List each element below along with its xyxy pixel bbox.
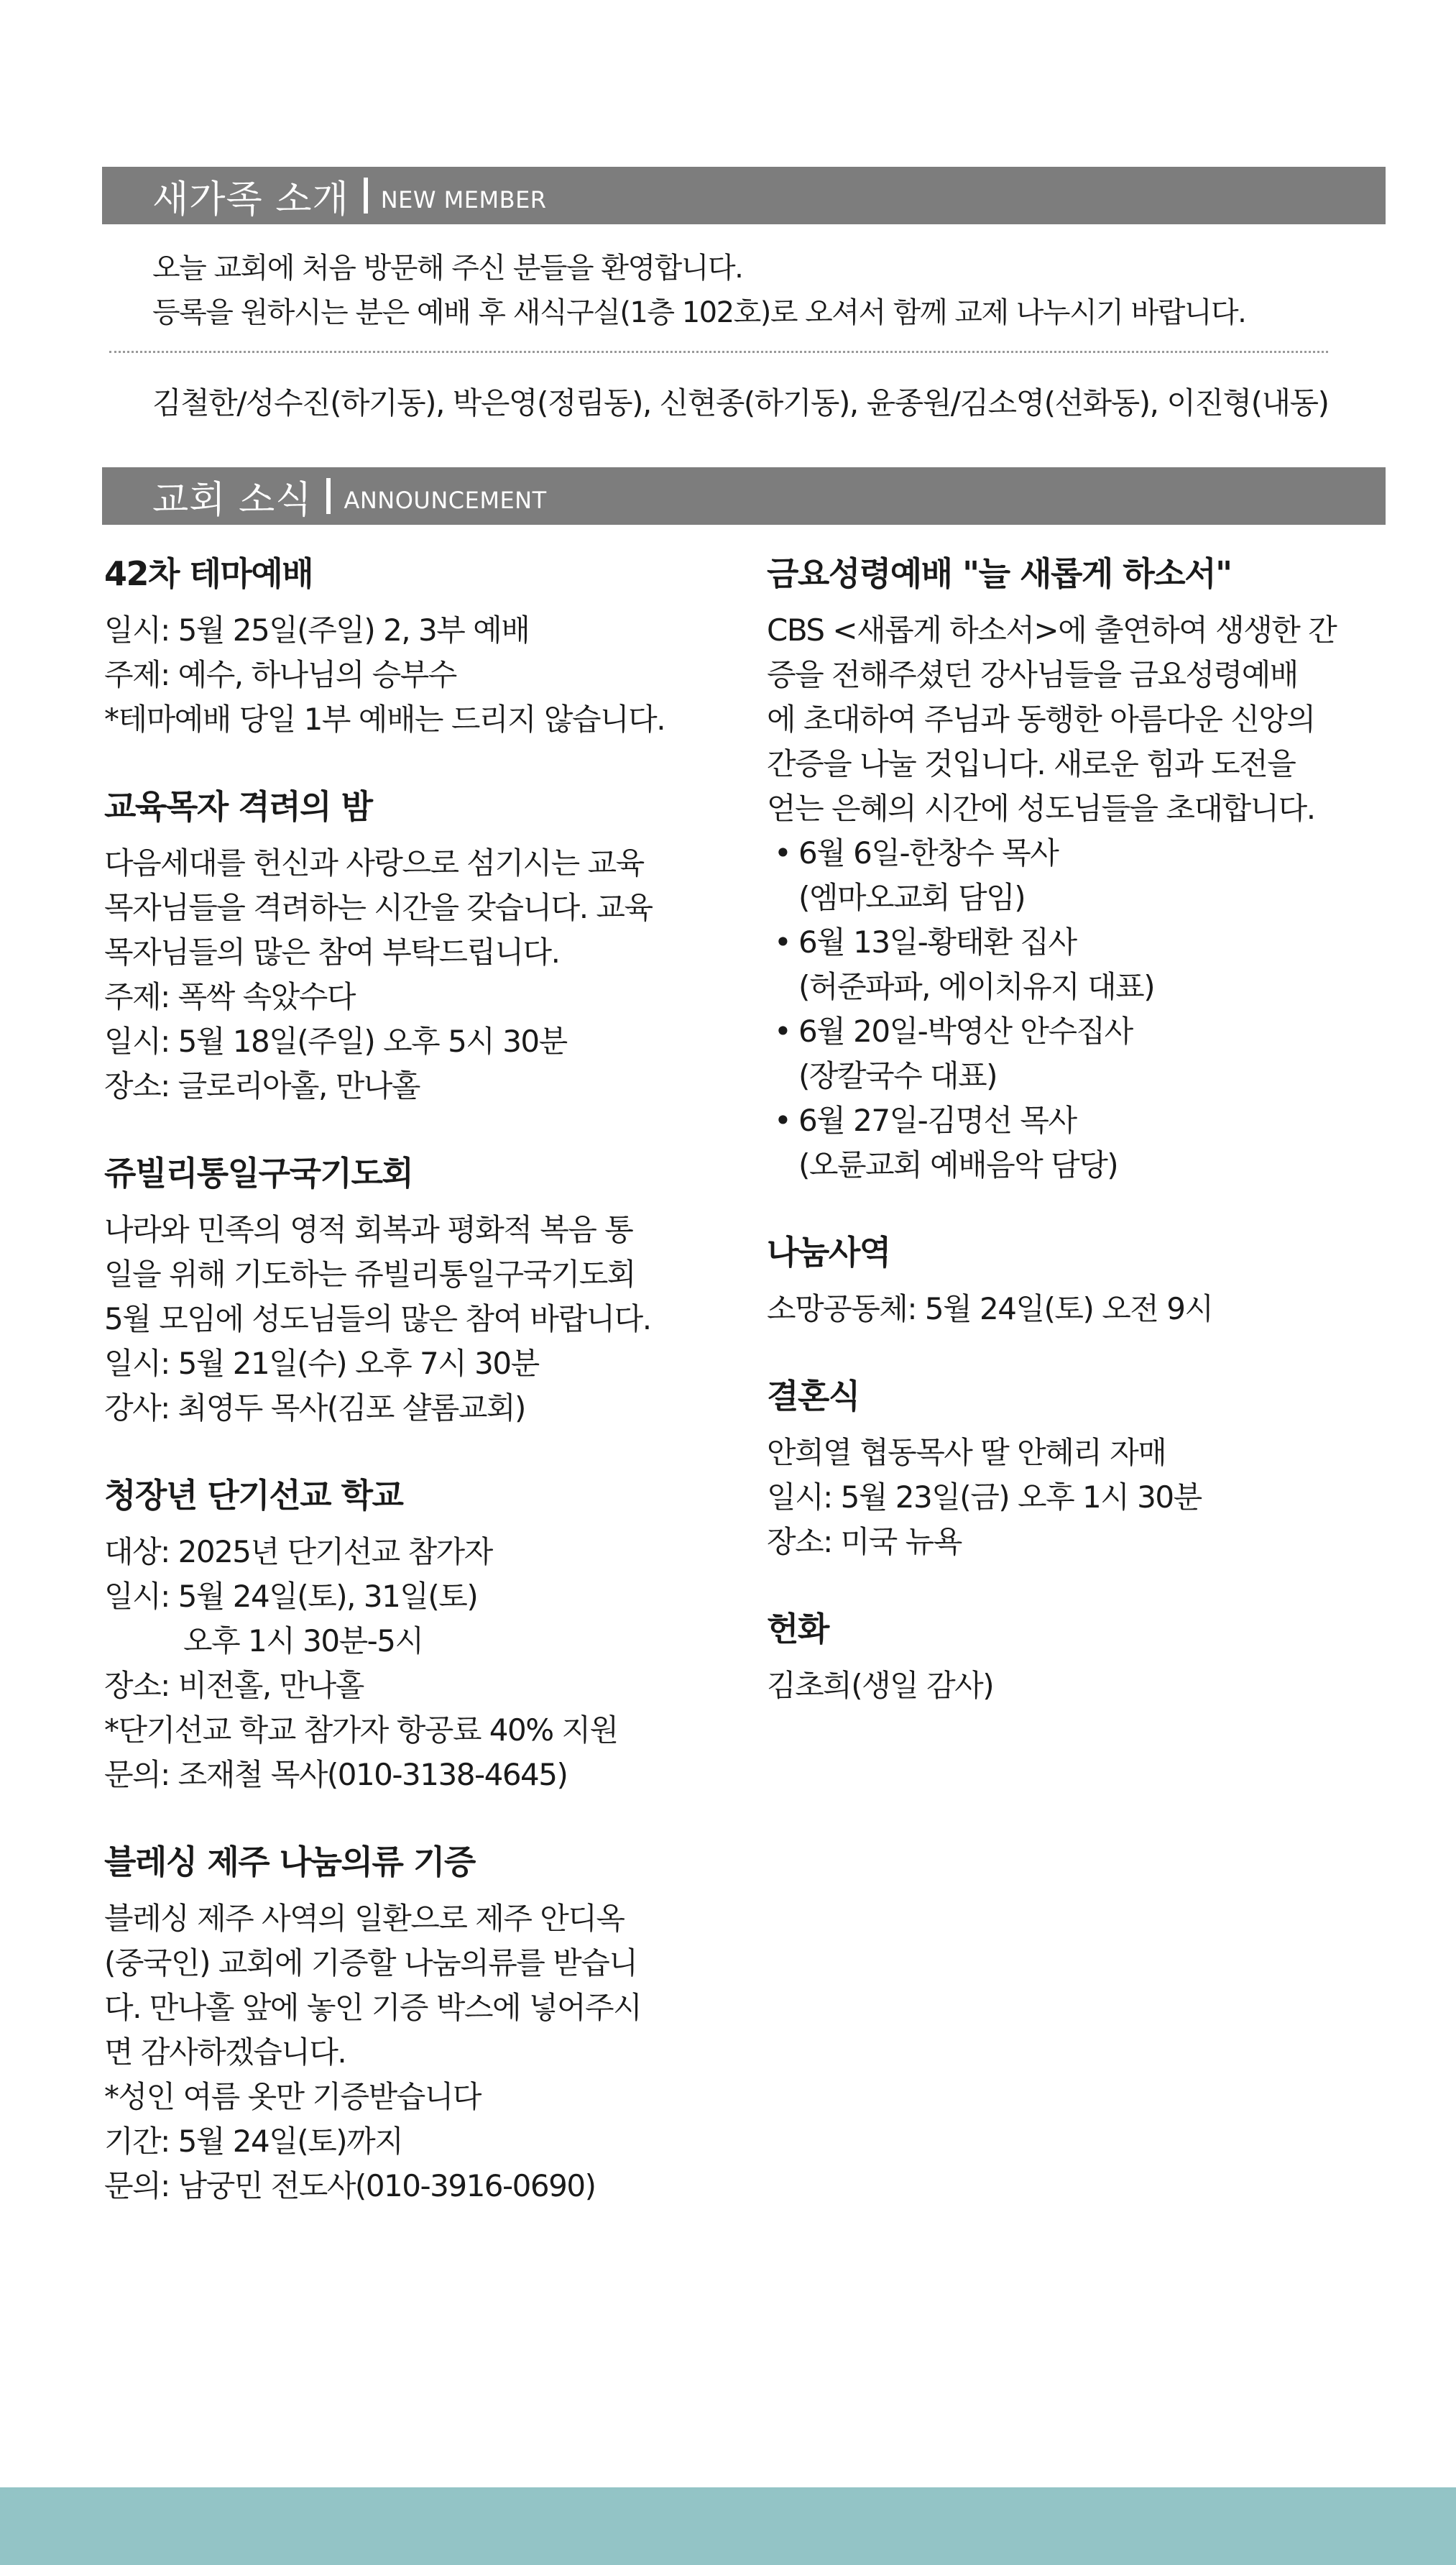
new-member-title: 새가족 소개 (152, 178, 349, 221)
new-member-names: 김철한/성수진(하기동), 박은영(정림동), 신현종(하기동), 윤종원/김소영(선화동), 이진형(내동) (152, 385, 1329, 421)
theme-worship-block (104, 554, 722, 742)
wedding-heading: 결혼식 (767, 1377, 860, 1415)
info-line: 면 감사하겠습니다. (104, 2034, 346, 2070)
info-line: 목자님들을 격려하는 시간을 갖습니다. 교육 (104, 890, 653, 925)
info-line: 목자님들의 많은 참여 부탁드립니다. (104, 935, 560, 970)
teacher-night-block (104, 786, 722, 1109)
info-line: 안희열 협동목사 딸 안혜리 자매 (767, 1435, 1166, 1470)
info-line: 주제: 폭싹 속았수다 (104, 979, 355, 1014)
info-line: 오후 1시 30분-5시 (183, 1623, 423, 1658)
info-line: 장소: 글로리아홀, 만나홀 (104, 1068, 420, 1103)
info-line: 증을 전해주셨던 강사님들을 금요성령예배 (767, 657, 1298, 692)
flowers-block (767, 1609, 1388, 1708)
info-line: 나라와 민족의 영적 회복과 평화적 복음 통 (104, 1212, 633, 1247)
info-line: CBS <새롭게 하소서>에 출연하여 생생한 간 (767, 612, 1337, 648)
info-line: 일을 위해 기도하는 쥬빌리통일구국기도회 (104, 1257, 635, 1292)
info-line: 일시: 5월 23일(금) 오후 1시 30분 (767, 1479, 1202, 1515)
new-member-intro-2: 등록을 원하시는 분은 예배 후 새식구실(1층 102호)로 오셔서 함께 교제 나누시기 바랍니다. (152, 296, 1246, 329)
info-line: 기간: 5월 24일(토)까지 (104, 2124, 403, 2159)
info-line: 일시: 5월 21일(수) 오후 7시 30분 (104, 1346, 539, 1381)
info-line: 장소: 미국 뉴욕 (767, 1524, 962, 1559)
info-line: *성인 여름 옷만 기증받습니다 (104, 2079, 481, 2114)
friday-worship-block (767, 554, 1388, 1188)
info-line: 일시: 5월 24일(토), 31일(토) (104, 1579, 478, 1614)
info-line: 일시: 5월 18일(주일) 오후 5시 30분 (104, 1024, 567, 1059)
clothing-donation-heading: 블레싱 제주 나눔의류 기증 (104, 1843, 475, 1881)
info-line: *테마예배 당일 1부 예배는 드리지 않습니다. (104, 702, 665, 737)
info-line: 강사: 최영두 목사(김포 샬롬교회) (104, 1390, 525, 1426)
sharing-ministry-heading: 나눔사역 (767, 1233, 890, 1272)
new-member-intro-1: 오늘 교회에 처음 방문해 주신 분들을 환영합니다. (152, 252, 743, 285)
jubilee-prayer-block (104, 1153, 722, 1431)
info-line: 장소: 비전홀, 만나홀 (104, 1668, 364, 1703)
jubilee-prayer-heading: 쥬빌리통일구국기도회 (104, 1154, 413, 1193)
info-line: 김초희(생일 감사) (767, 1668, 994, 1703)
announcement-left-column (104, 554, 722, 2253)
info-line: 주제: 예수, 하나님의 승부수 (104, 657, 456, 692)
flowers-heading: 헌화 (767, 1610, 829, 1648)
title-separator (326, 478, 331, 514)
speaker-item: • 6월 20일-박영산 안수집사 (767, 1009, 1388, 1054)
sharing-ministry-block (767, 1232, 1388, 1331)
info-line: 문의: 남궁민 전도사(010-3916-0690) (104, 2168, 596, 2203)
clothing-donation-block (104, 1842, 722, 2208)
info-line: 간증을 나눌 것입니다. 새로운 힘과 도전을 (767, 746, 1296, 781)
speaker-detail: (장칼국수 대표) (798, 1058, 997, 1093)
speaker-detail: (허준파파, 에이치유지 대표) (798, 969, 1155, 1004)
footer-band (0, 2487, 1456, 2565)
info-line: 얻는 은혜의 시간에 성도님들을 초대합니다. (767, 791, 1315, 826)
announcement-title: 교회 소식 (152, 478, 313, 522)
new-member-header (102, 167, 1386, 224)
teacher-night-heading: 교육목자 격려의 밤 (104, 787, 372, 826)
info-line: 5월 모임에 성도님들의 많은 참여 바랍니다. (104, 1301, 651, 1336)
info-line: 에 초대하여 주님과 동행한 아름다운 신앙의 (767, 702, 1315, 737)
title-separator (364, 178, 368, 214)
new-member-title-en: NEW MEMBER (380, 186, 547, 214)
info-line: 일시: 5월 25일(주일) 2, 3부 예배 (104, 612, 530, 648)
speaker-detail: (엠마오교회 담임) (798, 880, 1026, 915)
speaker-item: • 6월 6일-한창수 목사 (767, 831, 1388, 876)
announcement-title-en: ANNOUNCEMENT (344, 487, 547, 514)
speaker-item: • 6월 27일-김명선 목사 (767, 1098, 1388, 1143)
info-line: 문의: 조재철 목사(010-3138-4645) (104, 1757, 568, 1792)
info-line: 다. 만나홀 앞에 놓인 기증 박스에 넣어주시 (104, 1990, 642, 2025)
friday-worship-heading: 금요성령예배 "늘 새롭게 하소서" (767, 554, 1232, 593)
speaker-item: • 6월 13일-황태환 집사 (767, 920, 1388, 965)
wedding-block (767, 1376, 1388, 1564)
info-line: 블레싱 제주 사역의 일환으로 제주 안디옥 (104, 1901, 625, 1936)
announcement-right-column (767, 554, 1388, 1753)
theme-worship-heading: 42차 테마예배 (104, 554, 313, 593)
mission-school-block (104, 1475, 722, 1797)
announcement-header (102, 467, 1386, 525)
info-line: 다음세대를 헌신과 사랑으로 섬기시는 교육 (104, 845, 644, 881)
info-line: 대상: 2025년 단기선교 참가자 (104, 1534, 492, 1569)
dotted-divider (109, 351, 1328, 353)
info-line: 소망공동체: 5월 24일(토) 오전 9시 (767, 1291, 1213, 1326)
speaker-detail: (오륜교회 예배음악 담당) (798, 1147, 1118, 1183)
info-line: *단기선교 학교 참가자 항공료 40% 지원 (104, 1712, 618, 1748)
info-line: (중국인) 교회에 기증할 나눔의류를 받습니 (104, 1945, 637, 1981)
mission-school-heading: 청장년 단기선교 학교 (104, 1476, 403, 1515)
